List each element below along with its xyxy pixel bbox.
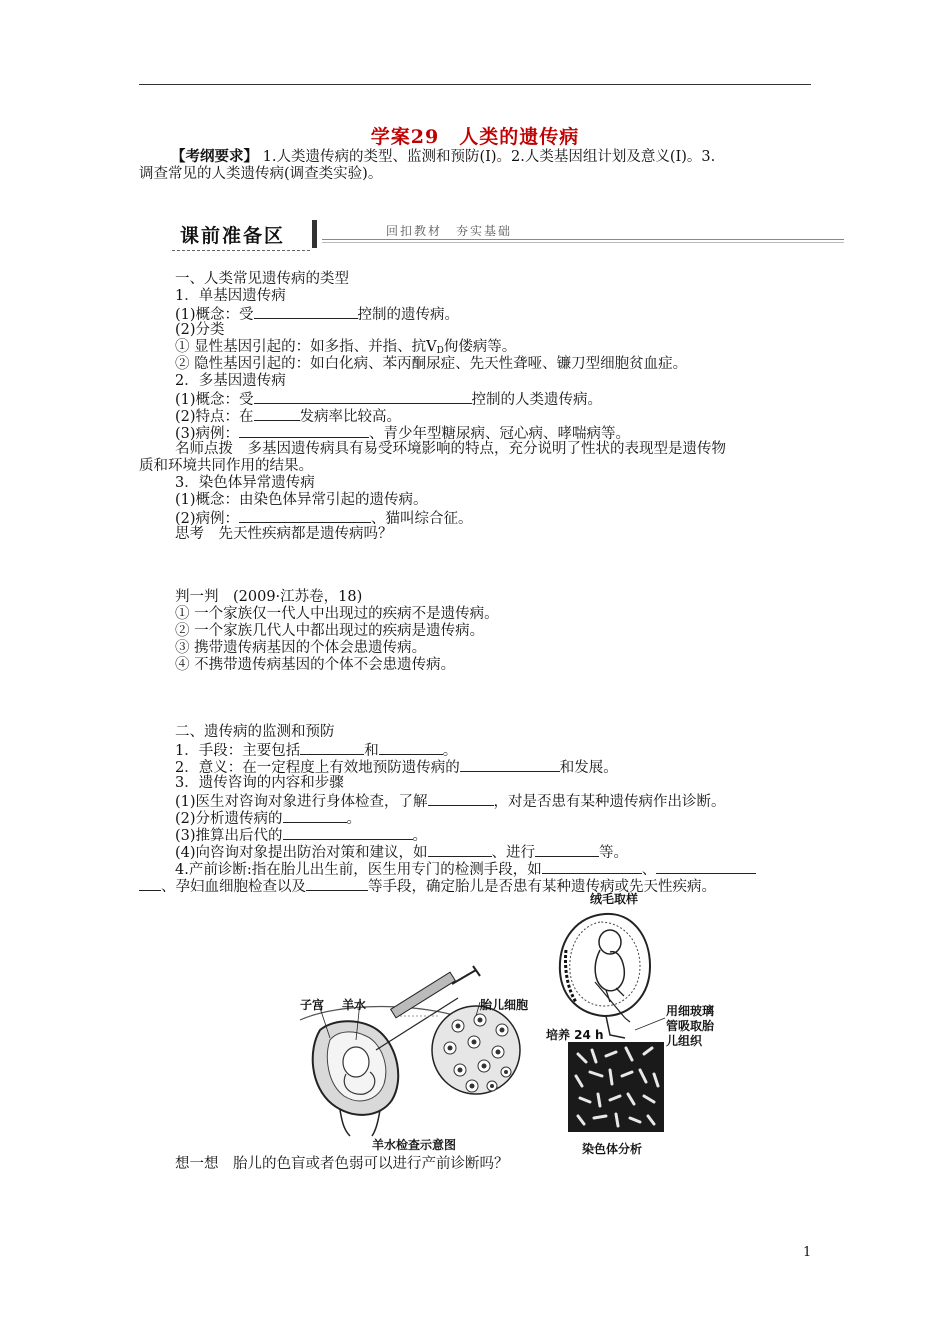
answer-blank[interactable]	[283, 809, 347, 823]
text: 控制的遗传病。	[357, 307, 460, 323]
requirements-line-2: 调查常见的人类遗传病(调查类实验)。	[139, 166, 383, 182]
section2-heading: 二、遗传病的监测和预防	[175, 724, 335, 740]
text: (1)医生对咨询对象进行身体检查，了解	[175, 794, 428, 810]
answer-blank[interactable]	[379, 741, 443, 755]
text: (4)向咨询对象提出防治对策和建议，如	[175, 845, 428, 861]
banner-title: 课前准备区	[180, 225, 286, 247]
chromosome-caption: 染色体分析	[582, 1142, 643, 1156]
answer-blank[interactable]	[254, 305, 358, 319]
text: 和	[364, 743, 379, 759]
answer-blank[interactable]	[306, 877, 368, 891]
section2-consult: 3．遗传咨询的内容和步骤	[175, 775, 344, 791]
answer-blank[interactable]	[428, 792, 494, 806]
section1-item1-class: (2)分类	[175, 322, 225, 338]
requirements-label: 【考纲要求】	[171, 148, 258, 165]
text: 4.产前诊断:指在胎儿出生前，医生用专门的检测手段，如	[175, 862, 542, 878]
answer-blank[interactable]	[428, 843, 492, 857]
answer-blank[interactable]	[542, 860, 642, 874]
judge-item-3: ③ 携带遗传病基因的个体会患遗传病。	[175, 640, 427, 656]
text: 发病率比较高。	[299, 409, 402, 425]
text: (3)病例：	[175, 426, 240, 442]
answer-blank[interactable]	[139, 877, 161, 891]
text: 、猫叫综合征。	[371, 511, 473, 527]
uterus-label: 子宫	[300, 998, 325, 1012]
page-title: 学案29 人类的遗传病	[370, 126, 580, 148]
banner-dash-rule	[172, 250, 310, 251]
prenatal-diagnosis-figure	[280, 890, 703, 1160]
section1-item2: 2．多基因遗传病	[175, 373, 286, 389]
chromosome-analysis-image	[568, 1042, 664, 1132]
judge-item-1: ① 一个家族仅一代人中出现过的疾病不是遗传病。	[175, 606, 499, 622]
section1-heading: 一、人类常见遗传病的类型	[175, 271, 349, 287]
villus-sampling-illustration	[560, 914, 665, 1038]
think-question-2: 想一想 胎儿的色盲或者色弱可以进行产前诊断吗？	[175, 1156, 509, 1172]
answer-blank[interactable]	[535, 843, 599, 857]
section1-recessive: ② 隐性基因引起的：如白化病、苯丙酮尿症、先天性聋哑、镰刀型细胞贫血症。	[175, 356, 688, 372]
text: (2)病例：	[175, 511, 240, 527]
banner-subtitle: 回扣教材 夯实基础	[386, 224, 513, 238]
text: 、青少年型糖尿病、冠心病、哮喘病等。	[369, 426, 631, 442]
text: 佝偻病等。	[443, 339, 517, 355]
amniotic-fluid-label: 羊水	[342, 998, 367, 1012]
culture-label: 培养 24 h	[546, 1028, 604, 1042]
judge-heading: 判一判 (2009·江苏卷，18)	[175, 589, 363, 605]
judge-item-2: ② 一个家族几代人中都出现过的疾病是遗传病。	[175, 623, 485, 639]
text: 。	[442, 743, 458, 759]
text: ，对是否患有某种遗传病作出诊断。	[493, 794, 726, 810]
section-banner	[172, 218, 844, 252]
text: (2)分析遗传病的	[175, 811, 283, 827]
answer-blank[interactable]	[239, 424, 369, 438]
page-number: 1	[803, 1245, 812, 1260]
text: 1．手段：主要包括	[175, 743, 301, 759]
text: (3)推算出后代的	[175, 828, 283, 844]
text: 和发展。	[559, 760, 618, 776]
answer-blank[interactable]	[300, 741, 364, 755]
section1-item3-concept: (1)概念：由染色体异常引起的遗传病。	[175, 492, 428, 508]
text: (1)概念：受	[175, 307, 254, 323]
text: ① 显性基因引起的：如多指、并指、抗V	[175, 339, 437, 355]
text: 2．意义：在一定程度上有效地预防遗传病的	[175, 760, 460, 776]
subscript: D	[436, 346, 444, 356]
text: (1)概念：受	[175, 392, 254, 408]
text: 控制的人类遗传病。	[471, 392, 603, 408]
tip-line-2: 质和环境共同作用的结果。	[139, 458, 313, 474]
text: 、	[641, 862, 657, 878]
text: (2)特点：在	[175, 409, 254, 425]
amniocentesis-illustration	[300, 966, 520, 1136]
tip-line-1: 名师点拨 多基因遗传病具有易受环境影响的特点，充分说明了性状的表现型是遗传物	[175, 441, 726, 457]
text: 。	[346, 811, 362, 827]
banner-divider	[312, 220, 317, 248]
requirements-line-1	[171, 148, 715, 166]
text: 、孕妇血细胞检查以及	[161, 879, 306, 895]
villus-sampling-label: 绒毛取样	[590, 892, 639, 906]
requirements-text-1: 1.人类遗传病的类型、监测和预防(Ⅰ)。2.人类基因组计划及意义(Ⅰ)。3.	[262, 149, 716, 165]
pipette-label-3: 儿组织	[666, 1034, 703, 1048]
pipette-label-2: 管吸取胎	[666, 1019, 715, 1033]
answer-blank[interactable]	[254, 407, 300, 421]
answer-blank[interactable]	[283, 826, 413, 840]
text: 、进行	[491, 845, 536, 861]
answer-blank[interactable]	[239, 509, 371, 523]
amnio-caption: 羊水检查示意图	[372, 1138, 457, 1152]
fetal-cells-label: 胎儿细胞	[480, 998, 529, 1012]
banner-rule-thin	[322, 242, 844, 243]
text: 。	[412, 828, 428, 844]
section1-item1: 1．单基因遗传病	[175, 288, 286, 304]
answer-blank[interactable]	[460, 758, 560, 772]
pipette-label-1: 用细玻璃	[666, 1004, 715, 1018]
think-question: 思考 先天性疾病都是遗传病吗？	[175, 526, 393, 542]
text: 等手段，确定胎儿是否患有某种遗传病或先天性疾病。	[368, 879, 716, 895]
text: 等。	[599, 845, 629, 861]
answer-blank[interactable]	[254, 390, 472, 404]
section1-item3: 3．染色体异常遗传病	[175, 475, 315, 491]
judge-item-4: ④ 不携带遗传病基因的个体不会患遗传病。	[175, 657, 456, 673]
answer-blank[interactable]	[656, 860, 756, 874]
banner-rule	[322, 239, 844, 240]
header-rule	[139, 84, 811, 85]
